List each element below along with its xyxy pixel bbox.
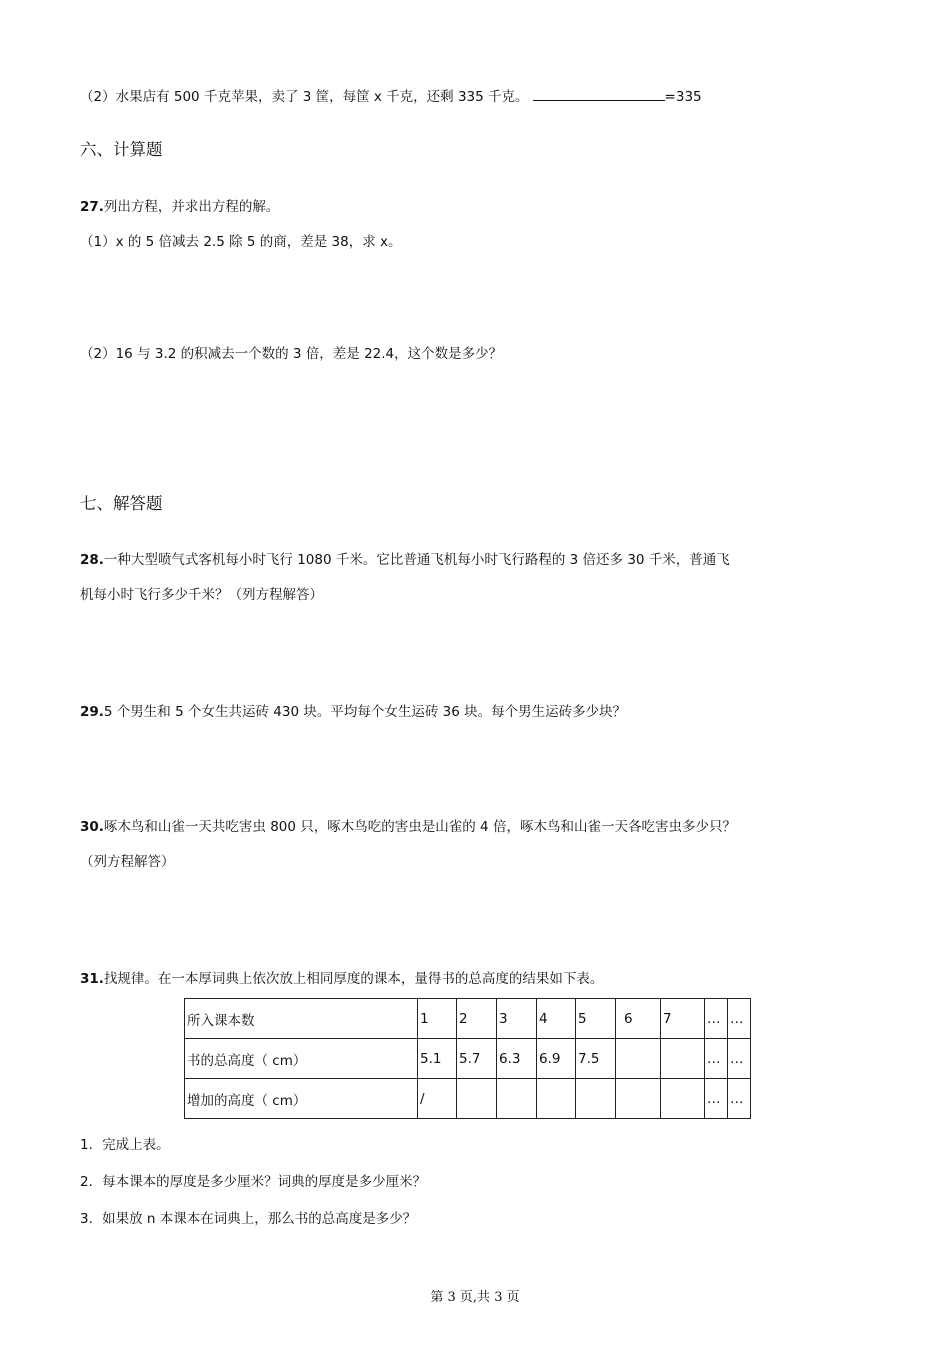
question-number: 27.: [80, 199, 104, 215]
question-30-line-1: [80, 819, 736, 835]
question-text: 5 个男生和 5 个女生共运砖 430 块。平均每个女生运砖 36 块。每个男生运砖多少块？: [103, 704, 627, 720]
question-29: [80, 704, 626, 720]
table-cell: …: [728, 1039, 751, 1079]
question-28-line-2: 机每小时飞行多少千米？（列方程解答）: [80, 587, 323, 603]
table-cell: 4: [537, 999, 576, 1039]
table-cell: 6.3: [497, 1039, 537, 1079]
question-26-part-2: [80, 88, 702, 105]
question-28-line-1: [80, 552, 730, 568]
table-cell: …: [728, 1079, 751, 1119]
question-text: 一种大型喷气式客机每小时飞行 1080 千米。它比普通飞机每小时飞行路程的 3 倍还多 30 千米，普通飞: [103, 552, 730, 568]
section-6-title: 六、计算题: [80, 140, 163, 159]
table-cell[interactable]: [497, 1079, 537, 1119]
question-number: 28.: [80, 552, 104, 568]
table-cell: …: [705, 1039, 728, 1079]
table-cell: …: [728, 999, 751, 1039]
row-label: 增加的高度（ cm）: [185, 1079, 418, 1119]
table-cell: 7: [661, 999, 705, 1039]
table-cell[interactable]: [661, 1079, 705, 1119]
question-text: 啄木鸟和山雀一天共吃害虫 800 只，啄木鸟吃的害虫是山雀的 4 倍，啄木鸟和山雀一天各吃害虫多少只？: [103, 819, 736, 835]
table-cell: 2: [457, 999, 497, 1039]
table-row: [185, 1079, 751, 1119]
question-number: 29.: [80, 704, 104, 720]
question-27-part-1: （1）x 的 5 倍减去 2.5 除 5 的商，差是 38，求 x。: [80, 234, 402, 250]
table-cell: 5.1: [418, 1039, 457, 1079]
question-30-line-2: （列方程解答）: [80, 854, 175, 870]
table-cell[interactable]: [537, 1079, 576, 1119]
row-label: 所入课本数: [185, 999, 418, 1039]
table-row: [185, 1039, 751, 1079]
table-cell: /: [418, 1079, 457, 1119]
table-cell: 1: [418, 999, 457, 1039]
question-31-sub-2: 2．每本课本的厚度是多少厘米？词典的厚度是多少厘米？: [80, 1174, 427, 1190]
question-number: 31.: [80, 971, 104, 987]
table-cell: 7.5: [576, 1039, 616, 1079]
question-31-sub-3: 3．如果放 n 本课本在词典上，那么书的总高度是多少？: [80, 1211, 417, 1227]
table-cell: …: [705, 1079, 728, 1119]
table-cell: 5.7: [457, 1039, 497, 1079]
page-footer: 第 3 页,共 3 页: [430, 1290, 520, 1305]
table-cell[interactable]: [576, 1079, 616, 1119]
table-cell: 6.9: [537, 1039, 576, 1079]
question-text: （2）水果店有 500 千克苹果，卖了 3 筐，每筐 x 千克，还剩 335 千克。: [80, 89, 529, 105]
table-cell[interactable]: [457, 1079, 497, 1119]
answer-blank[interactable]: [533, 88, 665, 101]
table-cell[interactable]: [616, 1039, 661, 1079]
table-cell: 6: [616, 999, 661, 1039]
section-7-title: 七、解答题: [80, 494, 163, 513]
pattern-table: [184, 998, 751, 1119]
question-27-part-2: （2）16 与 3.2 的积减去一个数的 3 倍，差是 22.4，这个数是多少？: [80, 346, 503, 362]
table-cell[interactable]: [616, 1079, 661, 1119]
question-31-sub-1: 1．完成上表。: [80, 1137, 170, 1153]
question-text: 列出方程，并求出方程的解。: [103, 199, 280, 215]
row-label: 书的总高度（ cm）: [185, 1039, 418, 1079]
question-number: 30.: [80, 819, 104, 835]
question-27: [80, 199, 279, 215]
table-cell: 3: [497, 999, 537, 1039]
equation-tail: =335: [664, 89, 702, 105]
table-cell[interactable]: [661, 1039, 705, 1079]
question-31: [80, 971, 603, 987]
table-row: [185, 999, 751, 1039]
table-cell: …: [705, 999, 728, 1039]
table-cell: 5: [576, 999, 616, 1039]
question-text: 找规律。在一本厚词典上依次放上相同厚度的课本，量得书的总高度的结果如下表。: [103, 971, 604, 987]
